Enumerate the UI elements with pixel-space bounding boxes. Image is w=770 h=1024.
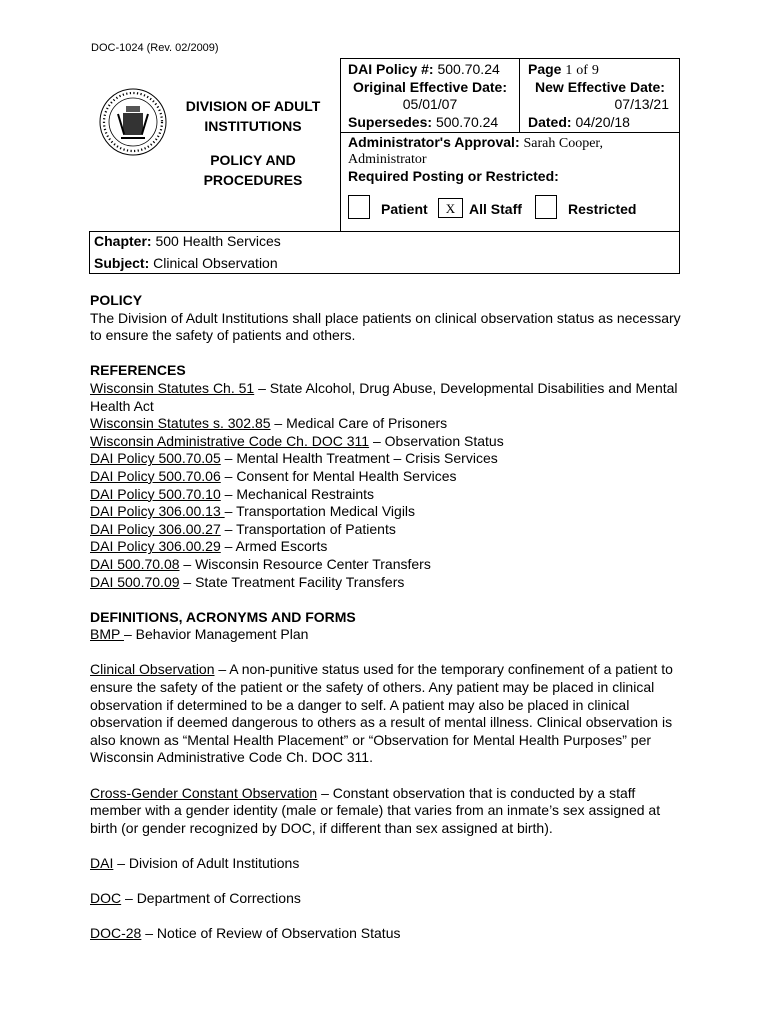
reference-item — [90, 468, 690, 486]
definitions-list — [90, 626, 690, 943]
definition-text: – Division of Adult Institutions — [113, 855, 300, 871]
new-effective-date: 07/13/21 — [614, 96, 669, 112]
definition-item — [90, 855, 690, 873]
dated-label: Dated: — [528, 114, 572, 130]
reference-link[interactable]: DAI 500.70.09 — [90, 573, 180, 590]
policy-header-table — [89, 58, 680, 274]
definition-term: Cross-Gender Constant Observation — [90, 784, 318, 801]
definition-term: DOC — [90, 890, 122, 907]
patient-option-label: Patient — [381, 201, 428, 217]
supersedes — [348, 114, 498, 131]
reference-item — [90, 433, 690, 451]
reference-link[interactable]: DAI Policy 306.00.29 — [90, 538, 221, 555]
all-staff-option-label: All Staff — [469, 201, 522, 217]
reference-description: – State Treatment Facility Transfers — [179, 573, 405, 590]
reference-item — [90, 538, 690, 556]
reference-link[interactable]: Wisconsin Statutes Ch. 51 — [90, 379, 255, 396]
reference-link[interactable]: DAI Policy 306.00.27 — [90, 520, 221, 537]
reference-description: – Consent for Mental Health Services — [220, 467, 457, 484]
chapter-label: Chapter: — [94, 233, 152, 249]
definition-text: – Constant observation that is conducted by a staff member with a gender identity (male or female) that varies from an inmate’s sex assigned at birth (or gender recognized by DOC, if different than sex assigned at birth). — [90, 784, 661, 836]
definition-term: Clinical Observation — [90, 661, 215, 678]
definition-text: – A non-punitive status used for the temporary confinement of a patient to ensure the safety of the patient or the safety of others. Any patient may be placed in clinical observation if determined to be a danger to self. A patient may also be placed in clinical observation if deemed dangerous to others as a result of mental illness. Clinical observation is also known as “Mental Health Placement” or “Observation for Mental Health Purposes” per Wisconsin Administrative Code Ch. DOC 311. — [90, 661, 673, 766]
definition-term: DAI — [90, 855, 114, 871]
wisconsin-doc-seal — [99, 88, 167, 156]
supersedes-value: 500.70.24 — [435, 114, 499, 130]
reference-link[interactable]: Wisconsin Administrative Code Ch. DOC 311 — [90, 432, 370, 449]
definition-item — [90, 785, 690, 838]
reference-link[interactable]: DAI Policy 306.00.13 — [90, 503, 225, 520]
approval-name: Sarah Cooper, Administrator — [348, 136, 604, 167]
reference-description: – Transportation Medical Vigils — [224, 503, 416, 520]
reference-link[interactable]: Wisconsin Statutes s. 302.85 — [90, 415, 271, 432]
definition-item — [90, 890, 690, 908]
policy-number — [348, 61, 500, 78]
reference-item — [90, 574, 690, 592]
dated-value: 04/20/18 — [575, 114, 630, 130]
reference-description: – Wisconsin Resource Center Transfers — [179, 555, 431, 572]
reference-link[interactable]: DAI Policy 500.70.05 — [90, 450, 221, 467]
definition-text: – Notice of Review of Observation Status — [141, 925, 401, 942]
policy-heading: POLICY — [90, 292, 143, 308]
reference-item — [90, 486, 690, 504]
reference-link[interactable]: DAI Policy 500.70.10 — [90, 485, 221, 502]
page-of: of — [576, 63, 588, 78]
original-effective-date: 05/01/07 — [402, 96, 458, 112]
administrator-approval — [348, 135, 668, 167]
restricted-checkbox[interactable] — [535, 195, 557, 219]
chapter — [94, 233, 281, 249]
division-name: DIVISION OF ADULT INSTITUTIONS — [185, 98, 321, 134]
subject-label: Subject: — [94, 255, 150, 271]
patient-checkbox[interactable] — [348, 195, 370, 219]
form-id: DOC-1024 (Rev. 02/2009) — [91, 42, 219, 54]
reference-description: – Observation Status — [369, 432, 504, 449]
reference-description: – State Alcohol, Drug Abuse, Developmental Disabilities and Mental Health Act — [90, 379, 678, 414]
subject — [94, 255, 278, 271]
document-type: POLICY AND PROCEDURES — [203, 152, 303, 188]
definition-item — [90, 925, 690, 943]
definition-text: – Department of Corrections — [121, 890, 301, 907]
reference-item — [90, 450, 690, 468]
page-indicator — [528, 61, 599, 79]
page-number: 1 — [565, 63, 573, 78]
all-staff-checkbox[interactable]: X — [438, 198, 463, 218]
original-effective-date-label: Original Effective Date: — [352, 79, 508, 95]
new-effective-date-label: New Effective Date: — [535, 79, 665, 95]
definition-item — [90, 661, 690, 767]
policy-number-label: DAI Policy #: — [348, 61, 434, 77]
reference-description: – Mental Health Treatment – Crisis Services — [220, 450, 498, 467]
reference-item — [90, 415, 690, 433]
definition-item — [90, 626, 690, 644]
reference-description: – Medical Care of Prisoners — [270, 415, 448, 432]
dated — [528, 114, 630, 131]
reference-item — [90, 521, 690, 539]
reference-link[interactable]: DAI Policy 500.70.06 — [90, 467, 221, 484]
posting-label: Required Posting or Restricted: — [348, 168, 559, 184]
reference-description: – Mechanical Restraints — [220, 485, 375, 502]
policy-text: The Division of Adult Institutions shall place patients on clinical observation status as necessary to ensure the safety of patients and others. — [90, 309, 681, 344]
definition-text: – Behavior Management Plan — [123, 626, 309, 643]
definition-term: BMP — [90, 626, 124, 643]
reference-item — [90, 556, 690, 574]
supersedes-label: Supersedes: — [348, 114, 433, 130]
document-body — [90, 292, 690, 943]
chapter-value: 500 Health Services — [155, 233, 281, 249]
subject-value: Clinical Observation — [153, 255, 278, 271]
page-total: 9 — [591, 63, 599, 78]
reference-link[interactable]: DAI 500.70.08 — [90, 555, 180, 572]
reference-item — [90, 503, 690, 521]
definitions-heading: DEFINITIONS, ACRONYMS AND FORMS — [90, 608, 356, 625]
approval-label: Administrator's Approval: — [348, 134, 520, 150]
page-label: Page — [528, 61, 562, 77]
references-list — [90, 380, 690, 591]
restricted-option-label: Restricted — [568, 201, 637, 217]
reference-item — [90, 380, 690, 415]
reference-description: – Transportation of Patients — [220, 520, 396, 537]
definition-term: DOC-28 — [90, 925, 142, 942]
reference-description: – Armed Escorts — [220, 538, 328, 555]
policy-number-value: 500.70.24 — [437, 61, 500, 77]
references-heading: REFERENCES — [90, 362, 186, 379]
